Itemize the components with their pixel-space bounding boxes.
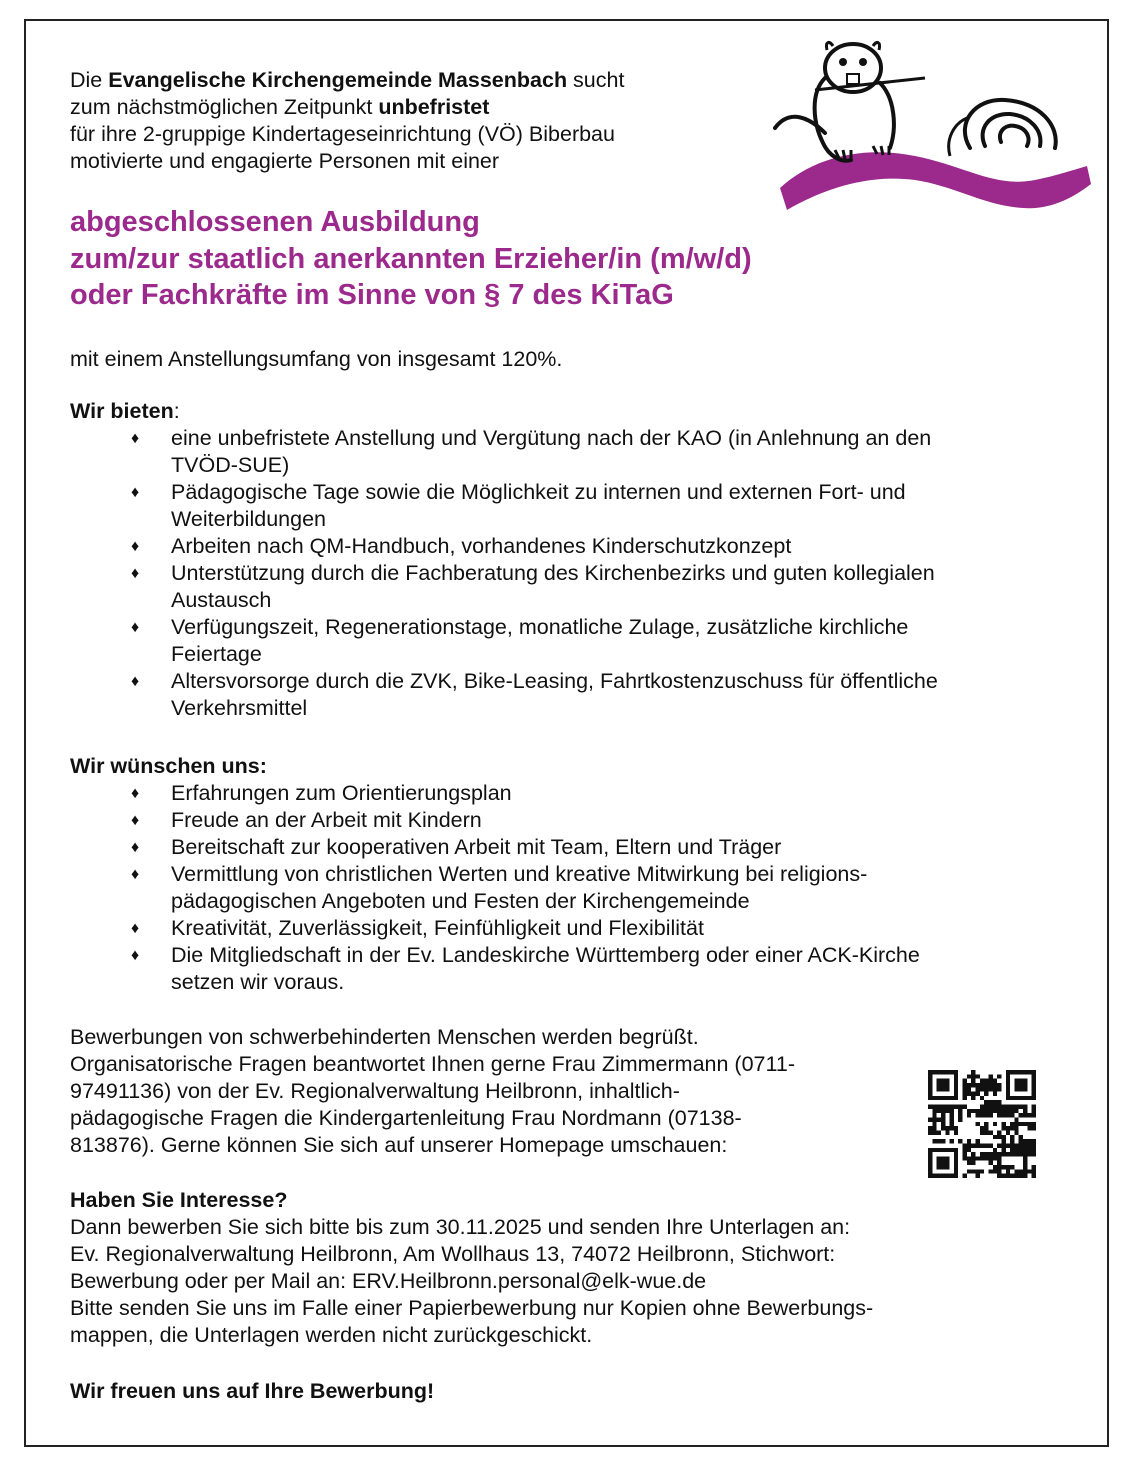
contract-type: unbefristet	[378, 95, 490, 119]
contact-line: 97491136) von der Ev. Regionalverwaltung Heilbronn, inhaltlich-	[70, 1079, 680, 1103]
interest-line: Ev. Regionalverwaltung Heilbronn, Am Wollhaus 13, 74072 Heilbronn, Stichwort:	[70, 1242, 836, 1266]
list-item-text: Freude an der Arbeit mit Kindern	[171, 808, 482, 832]
intro-text: Die	[70, 68, 109, 92]
contact-line: 813876). Gerne können Sie sich auf unserer Homepage umschauen:	[70, 1133, 728, 1157]
list-item	[0, 834, 1080, 861]
bullet-icon: ♦	[131, 812, 140, 829]
list-item	[0, 425, 1080, 479]
offer-title-colon: :	[173, 399, 180, 423]
headline-line: zum/zur staatlich anerkannten Erzieher/in (m/w/d)	[70, 242, 752, 275]
bullet-icon: ♦	[131, 785, 140, 802]
list-item	[0, 942, 1080, 996]
list-item	[0, 560, 1080, 614]
wishes-list	[0, 780, 1080, 996]
list-item-text: Pädagogische Tage sowie die Möglichkeit zu internen und externen Fort- und	[171, 480, 906, 504]
contact-line: pädagogische Fragen die Kindergartenleitung Frau Nordmann (07138-	[70, 1106, 742, 1130]
list-item-text: Verkehrsmittel	[171, 696, 308, 720]
bullet-icon: ♦	[131, 484, 140, 501]
offer-list	[0, 425, 1080, 722]
bullet-icon: ♦	[131, 947, 140, 964]
list-item-text: Vermittlung von christlichen Werten und kreative Mitwirkung bei religions-	[171, 862, 868, 886]
headline-line: abgeschlossenen Ausbildung	[70, 206, 480, 238]
list-item-text: TVÖD-SUE)	[171, 453, 290, 477]
list-item-text: Altersvorsorge durch die ZVK, Bike-Leasing, Fahrtkostenzuschuss für öffentliche	[171, 669, 938, 693]
bullet-icon: ♦	[131, 839, 140, 856]
list-item-text: Arbeiten nach QM-Handbuch, vorhandenes Kinderschutzkonzept	[171, 534, 792, 558]
employment-scope: mit einem Anstellungsumfang von insgesamt 120%.	[70, 347, 563, 371]
interest-line: mappen, die Unterlagen werden nicht zurückgeschickt.	[70, 1323, 593, 1347]
list-item	[0, 807, 1080, 834]
bullet-icon: ♦	[131, 430, 140, 447]
list-item-text: Kreativität, Zuverlässigkeit, Feinfühligkeit und Flexibilität	[171, 916, 704, 940]
contact-line: Organisatorische Fragen beantwortet Ihnen gerne Frau Zimmermann (0711-	[70, 1052, 795, 1076]
list-item-text: Feiertage	[171, 642, 262, 666]
closing-line: Wir freuen uns auf Ihre Bewerbung!	[70, 1379, 435, 1403]
list-item	[0, 614, 1080, 668]
beaver-logo-icon	[755, 38, 1095, 218]
bullet-icon: ♦	[131, 866, 140, 883]
job-headline	[70, 204, 752, 314]
intro-text: zum nächstmöglichen Zeitpunkt	[70, 95, 379, 119]
list-item-text: Unterstützung durch die Fachberatung des Kirchenbezirks und guten kollegialen	[171, 561, 935, 585]
wishes-title: Wir wünschen uns:	[70, 754, 267, 778]
list-item	[0, 861, 1080, 915]
list-item-text: Verfügungszeit, Regenerationstage, monatliche Zulage, zusätzliche kirchliche	[171, 615, 909, 639]
bullet-icon: ♦	[131, 619, 140, 636]
list-item	[0, 479, 1080, 533]
employer-name: Evangelische Kirchengemeinde Massenbach	[108, 68, 568, 92]
interest-title: Haben Sie Interesse?	[70, 1188, 288, 1212]
bullet-icon: ♦	[131, 565, 140, 582]
interest-line: Bitte senden Sie uns im Falle einer Papierbewerbung nur Kopien ohne Bewerbungs-	[70, 1296, 874, 1320]
list-item-text: Die Mitgliedschaft in der Ev. Landeskirche Württemberg oder einer ACK-Kirche	[171, 943, 920, 967]
interest-line: Bewerbung oder per Mail an: ERV.Heilbronn.personal@elk-wue.de	[70, 1269, 707, 1293]
list-item-text: pädagogischen Angeboten und Festen der Kirchengemeinde	[171, 889, 750, 913]
list-item	[0, 780, 1080, 807]
intro-text: sucht	[567, 68, 625, 92]
contact-line: Bewerbungen von schwerbehinderten Menschen werden begrüßt.	[70, 1025, 699, 1049]
list-item	[0, 533, 1080, 560]
offer-title-text: Wir bieten	[70, 399, 174, 423]
list-item	[0, 915, 1080, 942]
list-item-text: Austausch	[171, 588, 272, 612]
bullet-icon: ♦	[131, 538, 140, 555]
headline-line: oder Fachkräfte im Sinne von § 7 des KiTaG	[70, 279, 674, 311]
bullet-icon: ♦	[131, 920, 140, 937]
list-item-text: eine unbefristete Anstellung und Vergütung nach der KAO (in Anlehnung an den	[171, 426, 932, 450]
list-item-text: setzen wir voraus.	[171, 970, 345, 994]
interest-paragraph	[70, 1214, 873, 1349]
list-item-text: Bereitschaft zur kooperativen Arbeit mit Team, Eltern und Träger	[171, 835, 782, 859]
contact-paragraph	[70, 1024, 795, 1159]
list-item-text: Erfahrungen zum Orientierungsplan	[171, 781, 512, 805]
list-item	[0, 668, 1080, 722]
list-item-text: Weiterbildungen	[171, 507, 326, 531]
intro-paragraph	[70, 67, 750, 175]
offer-title	[70, 398, 180, 425]
interest-line: Dann bewerben Sie sich bitte bis zum 30.11.2025 und senden Ihre Unterlagen an:	[70, 1215, 851, 1239]
intro-text: für ihre 2-gruppige Kindertageseinrichtung (VÖ) Biberbau	[70, 122, 615, 146]
bullet-icon: ♦	[131, 673, 140, 690]
intro-text: motivierte und engagierte Personen mit einer	[70, 149, 500, 173]
qr-code-icon[interactable]	[928, 1070, 1036, 1178]
